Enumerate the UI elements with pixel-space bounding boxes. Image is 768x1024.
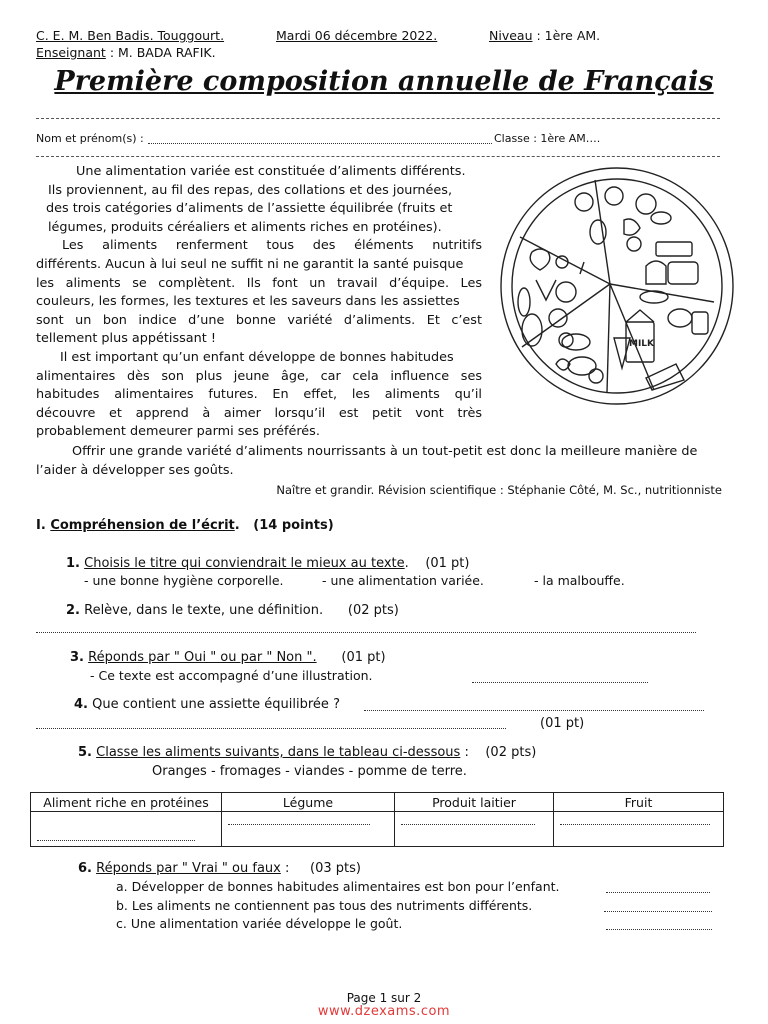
question-number: 1. [66,556,80,571]
teacher-label: Enseignant [36,45,106,60]
column-header: Légume [222,793,395,812]
text-line: tellement plus appétissant ! [36,331,216,347]
answer-field[interactable] [560,824,710,825]
column-header: Aliment riche en protéines [31,793,222,812]
text-line: Une alimentation variée est constituée d’aliments différents. [76,164,466,179]
milk-label: MILK [629,339,655,349]
text-line: l’aider à développer ses goûts. [36,462,234,478]
option-2[interactable]: - une alimentation variée. [322,573,484,588]
divider [36,118,720,119]
table-row [31,812,724,847]
question-2 [66,603,399,618]
level-label: Niveau [489,28,533,43]
column-header: Produit laitier [395,793,554,812]
teacher-value: : M. BADA RAFIK. [105,45,216,60]
answer-field[interactable] [37,840,195,841]
answer-field-q4-line2[interactable] [36,728,506,729]
answer-cell-fruit[interactable] [554,812,724,847]
section-points: (14 points) [253,518,334,533]
section-heading: I. Compréhension de l’écrit. (14 points) [36,518,334,533]
option-1[interactable]: - une bonne hygiène corporelle. [84,573,284,588]
school-name: C. E. M. Ben Badis. Touggourt. [36,28,225,43]
question-colon: : [280,861,290,876]
class-label: Classe : 1ère AM…. [494,132,601,145]
level-value: : 1ère AM. [532,28,601,43]
food-plate-illustration [496,162,742,412]
text-line: découvre et apprend à aimer lorsqu’il est petit vont très [36,405,482,421]
question-1: 1. Choisis le titre qui conviendrait le mieux au texte. (01 pt) [66,556,470,571]
answer-cell-protein[interactable] [31,812,222,847]
question-points: (02 pts) [347,603,399,618]
statement-c: c. Une alimentation variée développe le goût. [116,916,403,931]
text-line: Les aliments renferment tous des éléments nutritifs [62,238,482,254]
answer-field[interactable] [228,824,370,825]
reading-text [36,163,482,442]
classification-table [30,792,724,847]
option-3[interactable]: - la malbouffe. [534,573,625,588]
answer-field[interactable] [401,824,535,825]
answer-field-q2[interactable] [36,632,696,633]
exam-date: Mardi 06 décembre 2022. [276,28,438,43]
question-text: Que contient une assiette équilibrée ? [92,697,340,712]
question-4 [74,697,340,712]
text-line: probablement demeurer parmi ses préférés. [36,424,320,440]
teacher [36,45,216,60]
statement-a: a. Développer de bonnes habitudes alimentaires est bon pour l’enfant. [116,879,560,894]
answer-field-q3[interactable] [472,682,648,683]
page-number: Page 1 sur 2 [346,991,422,1005]
question-5 [78,745,536,760]
column-header: Fruit [554,793,724,812]
question-points: (01 pt) [540,716,585,731]
level [489,28,600,43]
question-3 [70,650,386,665]
text-line: Offrir une grande variété d’aliments nourrissants à un tout-petit est donc la meilleure manière de [72,444,698,459]
question-text: Choisis le titre qui conviendrait le mieux au texte [84,556,405,571]
text-line: des trois catégories d’aliments de l’assiette équilibrée (fruits et [46,201,453,217]
text-line: sont un bon indice d’une bonne variété d’aliments. Et c’est [36,312,482,328]
answer-field-q4-line1[interactable] [364,710,704,711]
divider [36,156,720,157]
text-line: différents. Aucun à lui seul ne suffit ni ne garantit la santé puisque [36,256,464,272]
text-line: les aliments se complètent. Ils font un travail d’équipe. Les [36,275,482,291]
question-3-item: - Ce texte est accompagné d’une illustration. [90,668,373,683]
text-line: couleurs, les formes, les textures et les saveurs dans les assiettes [36,294,460,310]
question-number: 2. [66,603,80,618]
page-title: Première composition annuelle de Français [54,66,714,97]
student-name-field[interactable] [148,143,492,144]
answer-field-6b[interactable] [604,911,712,912]
watermark: www.dzexams.com [317,1004,451,1019]
answer-field-6c[interactable] [606,929,712,930]
answer-cell-vegetable[interactable] [222,812,395,847]
question-text: Relève, dans le texte, une définition. [84,603,324,618]
question-points: (01 pt) [341,650,386,665]
question-points: (03 pts) [310,861,361,876]
question-text: Réponds par " Oui " ou par " Non ". [88,650,317,665]
question-text: Classe les aliments suivants, dans le tableau ci-dessous [96,745,461,760]
text-line: légumes, produits céréaliers et aliments riches en protéines). [48,219,442,235]
text-line: Il est important qu’un enfant développe de bonnes habitudes [60,349,454,365]
text-line: habitudes alimentaires futures. En effet, les aliments qu’il [36,387,482,403]
answer-field-6a[interactable] [606,892,710,893]
question-6 [78,861,361,876]
section-title: Compréhension de l’écrit [50,518,235,533]
reading-text-end [36,443,726,480]
question-number: 5. [78,745,92,760]
table-header-row [31,793,724,812]
student-name-label: Nom et prénom(s) : [36,132,144,145]
question-points: (01 pt) [425,556,470,571]
text-source: Naître et grandir. Révision scientifique : Stéphanie Côté, M. Sc., nutritionniste [276,483,722,497]
question-number: 3. [70,650,84,665]
question-colon: : [460,745,469,760]
question-points: (02 pts) [485,745,537,760]
question-number: 4. [74,697,88,712]
food-items: Oranges - fromages - viandes - pomme de terre. [152,764,467,779]
text-line: alimentaires dès son plus jeune âge, car cela influence ses [36,368,482,384]
question-text: Réponds par " Vrai " ou faux [96,861,281,876]
text-line: Ils proviennent, au fil des repas, des collations et des journées, [48,182,453,198]
section-number: I. [36,518,46,533]
answer-cell-dairy[interactable] [395,812,554,847]
question-number: 6. [78,861,92,876]
statement-b: b. Les aliments ne contiennent pas tous des nutriments différents. [116,898,533,913]
